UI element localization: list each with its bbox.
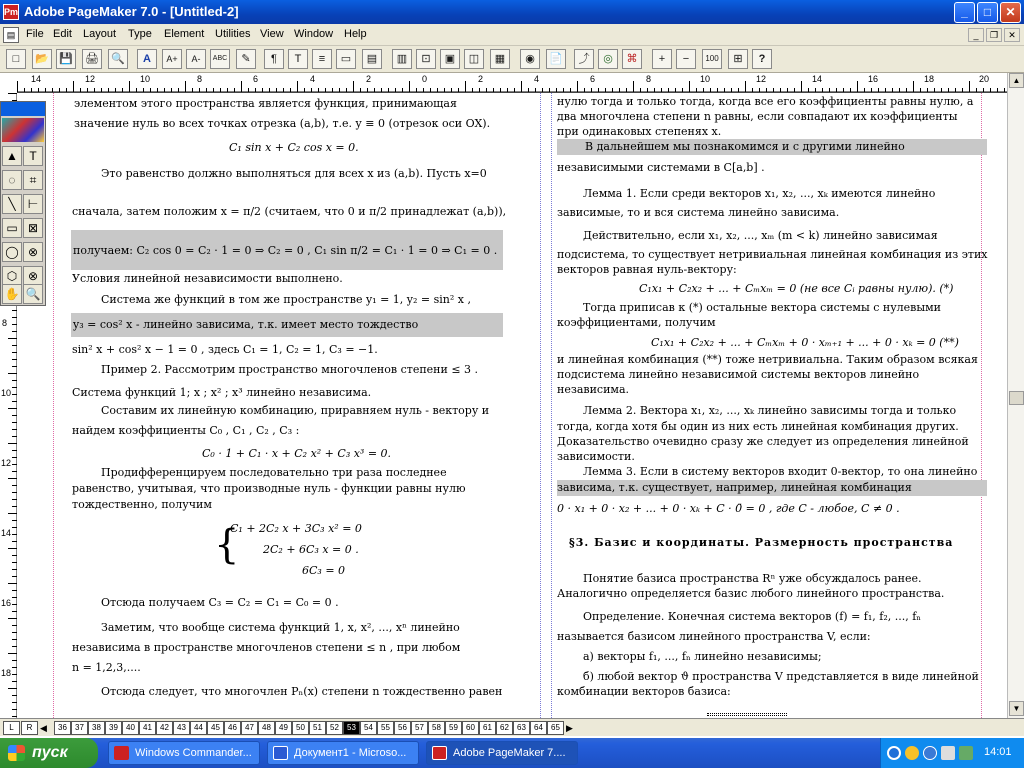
- page-tab-51[interactable]: 51: [309, 721, 326, 735]
- windows-taskbar: [0, 738, 1024, 768]
- scroll-thumb[interactable]: [1009, 391, 1024, 405]
- text-line: нулю тогда и только тогда, когда все его коэффициенты равны нулю, а: [557, 95, 974, 108]
- ellipse-frame-tool-icon[interactable]: ⊗: [23, 242, 43, 262]
- lock-icon[interactable]: ⊡: [416, 49, 436, 69]
- ruler-label: 2: [478, 74, 484, 84]
- text-line: а) векторы f₁, ..., fₙ линейно независимы;: [583, 650, 822, 663]
- page-tab-48[interactable]: 48: [258, 721, 275, 735]
- ruler-label: 12: [85, 74, 96, 84]
- text-line: независима в пространстве многочленов степени ≤ n , при любом: [72, 641, 461, 654]
- equation: C₁ + 2C₂ x + 3C₃ x² = 0: [230, 522, 362, 535]
- ruler-label: 10: [140, 74, 151, 84]
- page-tab-45[interactable]: 45: [207, 721, 224, 735]
- toolbar: [0, 46, 1024, 73]
- spelling-icon[interactable]: ABC: [210, 49, 230, 69]
- text-tool-icon[interactable]: T: [288, 49, 308, 69]
- page-tab-65[interactable]: 65: [547, 721, 564, 735]
- ruler-label: 12: [1, 458, 12, 468]
- frame-icon[interactable]: ▭: [336, 49, 356, 69]
- ruler-label: 0: [422, 74, 428, 84]
- ruler-label: 10: [1, 388, 12, 398]
- margin-guide: [981, 93, 982, 718]
- toolbox-palette[interactable]: [0, 101, 46, 306]
- page-tab-60[interactable]: 60: [462, 721, 479, 735]
- text-line: подсистема линейно независимой системы векторов линейно: [557, 368, 920, 381]
- ruler-label: 16: [868, 74, 879, 84]
- close-button[interactable]: ✕: [1000, 2, 1021, 23]
- ruler-label: 2: [366, 74, 372, 84]
- start-button[interactable]: [0, 738, 98, 768]
- word-icon: [273, 746, 288, 760]
- web-icon[interactable]: ◉: [520, 49, 540, 69]
- text-line: векторов равная нуль-вектору:: [557, 263, 737, 276]
- edit-story-icon[interactable]: ✎: [236, 49, 256, 69]
- task-label: Adobe PageMaker 7....: [453, 747, 566, 759]
- text-line: Система же функций в том же пространстве y₁ = 1, y₂ = sin² x ,: [101, 293, 471, 306]
- text-line: Лемма 1. Если среди векторов x₁, x₂, ..., xₖ имеются линейно: [583, 187, 936, 200]
- zoom-out-icon[interactable]: −: [676, 49, 696, 69]
- zoom-tool-icon[interactable]: 🔍: [23, 284, 43, 304]
- doc-close-button[interactable]: ✕: [1004, 28, 1020, 42]
- text-line: элементом этого пространства является функция, принимающая: [74, 97, 457, 110]
- page-scroll-left-icon[interactable]: ◀: [40, 723, 47, 733]
- mask-icon[interactable]: ◫: [464, 49, 484, 69]
- page-tab-61[interactable]: 61: [479, 721, 496, 735]
- page-right-master[interactable]: R: [21, 721, 38, 735]
- text-line: Тогда приписав к (*) остальные вектора системы с нулевыми: [583, 301, 942, 314]
- page-tab-40[interactable]: 40: [122, 721, 139, 735]
- page-tab-43[interactable]: 43: [173, 721, 190, 735]
- ruler-label: 12: [756, 74, 767, 84]
- ruler-label: 8: [646, 74, 652, 84]
- page-tab-49[interactable]: 49: [275, 721, 292, 735]
- document-icon[interactable]: ▤: [3, 27, 19, 43]
- text-line: Лемма 3. Если в систему векторов входит 0-вектор, то она линейно: [583, 465, 978, 478]
- task-label: Windows Commander...: [135, 747, 252, 759]
- taskbar-item-windows-commander[interactable]: [108, 741, 260, 765]
- windows-commander-icon: [114, 746, 129, 760]
- text-line: Продифференцируем последовательно три раза последнее: [101, 466, 447, 479]
- text-line: значение нуль во всех точках отрезка (a,b), т.е. y ≡ 0 (отрезок оси OX).: [74, 117, 491, 130]
- text-line: найдем коэффициенты C₀ , C₁ , C₂ , C₃ :: [72, 424, 300, 437]
- ruler-ticks: [17, 73, 1007, 93]
- place-icon[interactable]: ▣: [440, 49, 460, 69]
- text-tool-icon[interactable]: T: [23, 146, 43, 166]
- rectangle-frame-tool-icon[interactable]: ⊠: [23, 218, 43, 238]
- ruler-label: 8: [2, 318, 8, 328]
- page-tab-63[interactable]: 63: [513, 721, 530, 735]
- ruler-label: 4: [534, 74, 540, 84]
- text-line: Понятие базиса пространства Rⁿ уже обсуждалось ранее.: [583, 572, 922, 585]
- equation: C₀ · 1 + C₁ · x + C₂ x² + C₃ x³ = 0.: [202, 447, 392, 460]
- save-icon[interactable]: 💾: [56, 49, 76, 69]
- zoom-in-icon[interactable]: +: [652, 49, 672, 69]
- text-line: и линейная комбинация (**) тоже нетривиальна. Таким образом всякая: [557, 353, 978, 366]
- rotate-tool-icon[interactable]: ◌: [2, 170, 22, 190]
- font-smaller-icon[interactable]: A-: [186, 49, 206, 69]
- page-tab-58[interactable]: 58: [428, 721, 445, 735]
- highlighted-line: зависима, т.к. существует, например, линейная комбинация: [557, 480, 987, 496]
- page-tab-56[interactable]: 56: [394, 721, 411, 735]
- menu-layout[interactable]: Layout: [83, 28, 117, 40]
- highlighted-line: y₃ = cos² x - линейно зависима, т.к. имеет место тождество: [71, 313, 503, 337]
- page-tab-54[interactable]: 54: [360, 721, 377, 735]
- equation: C₁x₁ + C₂x₂ + ... + Cₘxₘ + 0 · xₘ₊₁ + ... + 0 · xₖ = 0 (**): [651, 336, 959, 349]
- highlighted-line: В дальнейшем мы познакомимся и с другими линейно: [557, 139, 987, 155]
- taskbar-item-word[interactable]: [267, 741, 419, 765]
- page-tab-46[interactable]: 46: [224, 721, 241, 735]
- equation: 2C₂ + 6C₃ x = 0 .: [263, 543, 359, 556]
- equation: 0 · x₁ + 0 · x₂ + ... + 0 · xₖ + C · 0̄ = 0 , где C - любое, C ≠ 0 .: [557, 502, 900, 515]
- text-line: подсистема, то существует нетривиальная линейная комбинация из этих: [557, 248, 988, 261]
- text-line: комбинации векторов базиса:: [557, 685, 731, 698]
- pagemaker-logo-icon: [2, 118, 44, 142]
- messenger-icon[interactable]: [905, 746, 919, 760]
- menu-file[interactable]: File: [26, 28, 44, 40]
- ruler-label: 20: [979, 74, 990, 84]
- equation: C₁x₁ + C₂x₂ + ... + Cₘxₘ = 0 (не все Cᵢ равны нулю). (*): [639, 282, 954, 295]
- column-guide: [540, 93, 541, 718]
- page-scroll-right-icon[interactable]: ▶: [566, 723, 573, 733]
- text-line: сначала, затем положим x = π/2 (считаем, что 0 и π/2 принадлежат (a,b)),: [72, 205, 507, 218]
- system-tray: [880, 738, 1024, 768]
- style-icon[interactable]: ≡: [312, 49, 332, 69]
- start-label: пуск: [32, 744, 68, 761]
- doc-restore-button[interactable]: ❐: [986, 28, 1002, 42]
- scroll-down-icon[interactable]: ▼: [1009, 701, 1024, 716]
- text-line: Определение. Конечная система векторов (f) = f₁, f₂, ..., fₙ: [583, 610, 922, 623]
- column2-icon[interactable]: ▥: [392, 49, 412, 69]
- clock[interactable]: 14:01: [984, 746, 1012, 758]
- taskbar-item-pagemaker[interactable]: [426, 741, 578, 765]
- crop-tool-icon[interactable]: ⌗: [23, 170, 43, 190]
- maximize-button[interactable]: □: [977, 2, 998, 23]
- page-tab-39[interactable]: 39: [105, 721, 122, 735]
- text-line: Доказательство очевидно сразу же следует из определения линейной: [557, 435, 969, 448]
- text-line: зависимости.: [557, 450, 635, 463]
- text-line: Отсюда получаем C₃ = C₂ = C₁ = C₀ = 0 .: [101, 596, 339, 609]
- text-line: Это равенство должно выполняться для всех x из (a,b). Пусть x=0: [101, 167, 487, 180]
- text-line: Условия линейной независимости выполнено.: [72, 272, 343, 285]
- text-line: Система функций 1; x ; x² ; x³ линейно независима.: [72, 386, 372, 399]
- ruler-label: 18: [1, 668, 12, 678]
- text-line: равенство, учитывая, что производные нуль - функции равны нулю: [72, 482, 466, 495]
- text-line: Действительно, если x₁, x₂, ..., xₘ (m < k) линейно зависимая: [583, 229, 938, 242]
- network-icon[interactable]: [887, 746, 901, 760]
- menu-type[interactable]: Type: [128, 28, 152, 40]
- text-line: независимыми системами в C[a,b] .: [557, 161, 765, 174]
- constrained-line-tool-icon[interactable]: ⊢: [23, 194, 43, 214]
- text-line: Составим их линейную комбинацию, приравняем нуль - вектору и: [101, 404, 490, 417]
- ruler-label: 10: [700, 74, 711, 84]
- ruler-label: 14: [812, 74, 823, 84]
- margin-guide: [53, 93, 54, 718]
- system-brace: {: [214, 522, 240, 568]
- text-line: два многочлена степени n равны, если совпадают их коэффициенты: [557, 110, 958, 123]
- page-tab-36[interactable]: 36: [54, 721, 71, 735]
- new-icon[interactable]: □: [6, 49, 26, 69]
- print-icon[interactable]: 🖨: [82, 49, 102, 69]
- bluetooth-icon[interactable]: [923, 746, 937, 760]
- acrobat-icon[interactable]: ⌘: [622, 49, 642, 69]
- text-line: Аналогично определяется базис любого линейного пространства.: [557, 587, 945, 600]
- minimize-button[interactable]: _: [954, 2, 975, 23]
- pdf-icon[interactable]: 📄: [546, 49, 566, 69]
- text-line: коэффициентами, получим: [557, 316, 716, 329]
- volume-icon[interactable]: [941, 746, 955, 760]
- font-a-icon[interactable]: A: [137, 49, 157, 69]
- ruler-label: 8: [197, 74, 203, 84]
- menu-utilities[interactable]: Utilities: [215, 28, 251, 40]
- text-line: при одинаковых степенях x.: [557, 125, 722, 138]
- paragraph-icon[interactable]: ¶: [264, 49, 284, 69]
- ellipse-tool-icon[interactable]: ◯: [2, 242, 22, 262]
- polygon-tool-icon[interactable]: ⬡: [2, 266, 22, 286]
- equation: 6C₃ = 0: [302, 564, 346, 577]
- document-canvas[interactable]: [17, 93, 1007, 718]
- pagemaker-icon: [432, 746, 447, 760]
- column-guide: [551, 93, 552, 718]
- toolbox-titlebar[interactable]: [1, 102, 45, 116]
- menu-help[interactable]: Help: [344, 28, 367, 40]
- open-icon[interactable]: 📂: [32, 49, 52, 69]
- page-tab-52[interactable]: 52: [326, 721, 343, 735]
- find-icon[interactable]: 🔍: [108, 49, 128, 69]
- text-line: n = 1,2,3,....: [72, 661, 141, 674]
- column-icon[interactable]: ▤: [362, 49, 382, 69]
- text-line: Пример 2. Рассмотрим пространство многочленов степени ≤ 3 .: [101, 363, 479, 376]
- rectangle-tool-icon[interactable]: ▭: [2, 218, 22, 238]
- section-heading: §3. Базис и координаты. Размерность пространства: [569, 536, 954, 549]
- vertical-scrollbar[interactable]: [1007, 73, 1024, 718]
- language-icon[interactable]: [959, 746, 973, 760]
- ruler-label: 16: [1, 598, 12, 608]
- menu-bar: [0, 24, 1024, 46]
- fit-icon[interactable]: ⊞: [728, 49, 748, 69]
- polygon-frame-tool-icon[interactable]: ⊗: [23, 266, 43, 286]
- horizontal-ruler[interactable]: [17, 73, 1007, 93]
- menu-window[interactable]: Window: [294, 28, 334, 40]
- page-tab-55[interactable]: 55: [377, 721, 394, 735]
- page-tab-47[interactable]: 47: [241, 721, 258, 735]
- page-tab-59[interactable]: 59: [445, 721, 462, 735]
- text-line: Лемма 2. Вектора x₁, x₂, ..., xₖ линейно зависимы тогда и только: [583, 404, 957, 417]
- export-icon[interactable]: ⤴: [574, 49, 594, 69]
- line-element: [707, 713, 787, 716]
- page-tab-62[interactable]: 62: [496, 721, 513, 735]
- window-title: Adobe PageMaker 7.0 - [Untitled-2]: [24, 4, 239, 19]
- page-tab-38[interactable]: 38: [88, 721, 105, 735]
- web2-icon[interactable]: ◎: [598, 49, 618, 69]
- ruler-label: 6: [590, 74, 596, 84]
- page-tab-42[interactable]: 42: [156, 721, 173, 735]
- task-label: Документ1 - Microso...: [294, 747, 407, 759]
- hand-tool-icon[interactable]: ✋: [2, 284, 22, 304]
- text-line: б) любой вектор ϑ пространства V представляется в виде линейной: [583, 670, 979, 683]
- page-tab-50[interactable]: 50: [292, 721, 309, 735]
- page-tab-41[interactable]: 41: [139, 721, 156, 735]
- ruler-label: 4: [310, 74, 316, 84]
- text-line: Заметим, что вообще система функций 1, x, x², ..., xⁿ линейно: [101, 621, 460, 634]
- page-tab-37[interactable]: 37: [71, 721, 88, 735]
- scroll-up-icon[interactable]: ▲: [1009, 73, 1024, 88]
- text-line: независима.: [557, 383, 630, 396]
- text-line: называется базисом линейного пространства V, если:: [557, 630, 871, 643]
- page-tab-64[interactable]: 64: [530, 721, 547, 735]
- ruler-label: 18: [924, 74, 935, 84]
- title-bar: [0, 0, 1024, 24]
- text-line: sin² x + cos² x − 1 = 0 , здесь C₁ = 1, C₂ = 1, C₃ = −1.: [72, 343, 378, 356]
- ruler-label: 14: [31, 74, 42, 84]
- pointer-tool-icon[interactable]: ▲: [2, 146, 22, 166]
- ruler-label: 14: [1, 528, 12, 538]
- text-line: тогда, когда хотя бы один из них есть линейная комбинация других.: [557, 420, 959, 433]
- menu-view[interactable]: View: [260, 28, 284, 40]
- page-navigation-bar: [0, 718, 1024, 736]
- highlighted-equation: получаем: C₂ cos 0 = C₂ · 1 = 0 ⇒ C₂ = 0 , C₁ sin π/2 = C₁ · 1 = 0 ⇒ C₁ = 0 .: [71, 230, 503, 270]
- page-left-master[interactable]: L: [3, 721, 20, 735]
- menu-element[interactable]: Element: [164, 28, 205, 40]
- page-tab-53[interactable]: 53: [343, 721, 360, 735]
- text-line: тождественно, получим: [72, 498, 212, 511]
- text-line: Отсюда следует, что многочлен Pₙ(x) степени n тождественно равен: [101, 685, 503, 698]
- line-tool-icon[interactable]: ╲: [2, 194, 22, 214]
- help-icon[interactable]: ?: [752, 49, 772, 69]
- font-larger-icon[interactable]: A+: [162, 49, 182, 69]
- page-tab-44[interactable]: 44: [190, 721, 207, 735]
- menu-edit[interactable]: Edit: [53, 28, 72, 40]
- text-line: зависимые, то и вся система линейно зависима.: [557, 206, 840, 219]
- image-icon[interactable]: ▦: [490, 49, 510, 69]
- equation: C₁ sin x + C₂ cos x = 0.: [229, 141, 359, 154]
- windows-logo-icon: [8, 745, 25, 761]
- ruler-label: 6: [253, 74, 259, 84]
- doc-minimize-button[interactable]: _: [968, 28, 984, 42]
- page-tab-57[interactable]: 57: [411, 721, 428, 735]
- pagemaker-app-icon[interactable]: Pm: [3, 4, 19, 20]
- actual-size-icon[interactable]: 100: [702, 49, 722, 69]
